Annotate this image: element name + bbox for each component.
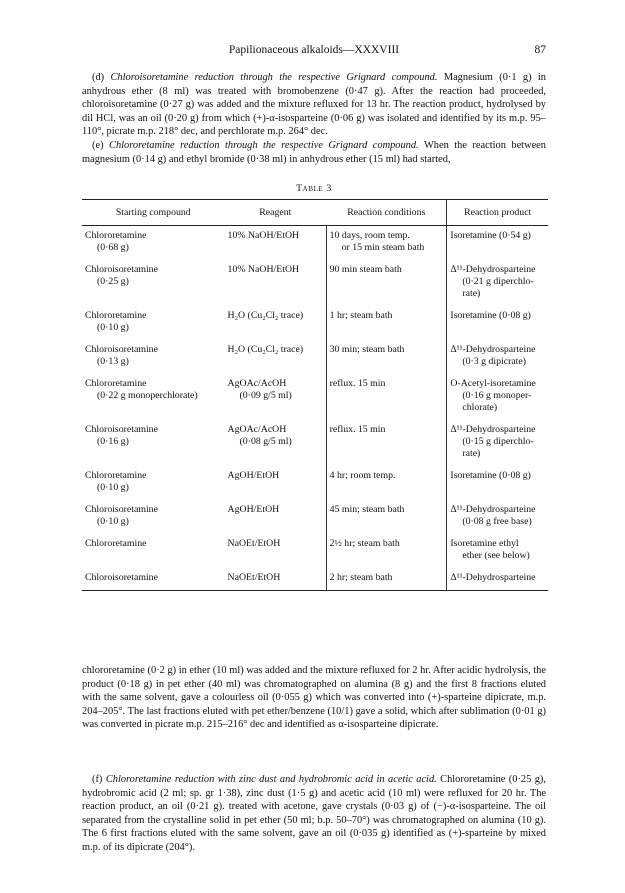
cell-reagent-reagent: NaOEt/EtOH xyxy=(227,538,281,549)
cell-reaction-conditions-conditions: 30 min; steam bath xyxy=(329,344,405,355)
para-text: Chlororetamine (0·25 g), hydrobromic acid (2 ml; sp. gr 1·38), zinc dust (1·5 g) and acetic acid (10 ml) were refluxed for 20 hr. The reaction product, an oil (0·21 g). treated with acetone, gave crystals (0·03 g) of (−)-α-isosparteine. The oil separated from the crystalline solid in pet ether (50 ml; b.p. 50–70°) was chromatographed on alumina (10 g). The 6 first fractions eluted with the same solvent, gave an oil (0·035 g) identified as (+)-sparteine by mixed m.p. of its dipicrate (204°). xyxy=(82,774,546,853)
cell-reaction-product-product: Δ¹¹-Dehydrosparteine xyxy=(450,504,536,515)
cell-reaction-product xyxy=(447,568,548,591)
cell-reaction-product-product-sub: (0·21 g diperchlo-rate) xyxy=(462,276,534,299)
cell-reaction-product-product: Isoretamine (0·08 g) xyxy=(450,470,531,481)
cell-reaction-product-product-sub: (0·08 g free base) xyxy=(462,516,532,527)
cell-reaction-product xyxy=(447,420,548,466)
para-text: When the reaction between magnesium (0·14 g) and ethyl bromide (0·38 ml) in anhydrous ether (15 ml) had started, xyxy=(82,140,546,165)
cell-reagent xyxy=(225,500,327,534)
cell-reagent-reagent-sub: (0·08 g/5 ml) xyxy=(239,436,292,447)
para-heading: Chloroisoretamine reduction through the respective Grignard compound. xyxy=(110,72,438,83)
cell-reaction-product xyxy=(447,306,548,340)
cell-starting-compound-amount: (0·10 g) xyxy=(97,482,129,493)
cell-starting-compound xyxy=(82,226,225,261)
cell-reaction-product-product: Δ¹¹-Dehydrosparteine xyxy=(450,264,536,275)
cell-starting-compound-amount: (0·68 g) xyxy=(97,242,129,253)
cell-starting-compound-compound: Chloroisoretamine xyxy=(85,424,158,435)
cell-reaction-conditions-conditions: 10 days, room temp. xyxy=(329,230,410,241)
para-label: (e) xyxy=(92,140,104,151)
cell-reaction-product xyxy=(447,260,548,306)
cell-reagent-reagent: AgOAc/AcOH xyxy=(227,378,287,389)
cell-reagent xyxy=(225,260,327,306)
cell-reaction-product-product: Δ¹¹-Dehydrosparteine xyxy=(450,572,536,583)
table-header-row xyxy=(82,200,548,226)
cell-reaction-product xyxy=(447,374,548,420)
table-row xyxy=(82,534,548,568)
table-row xyxy=(82,500,548,534)
table-row xyxy=(82,226,548,261)
cell-reaction-conditions-conditions: reflux. 15 min xyxy=(329,424,386,435)
cell-starting-compound-amount: (0·13 g) xyxy=(97,356,129,367)
table-row xyxy=(82,260,548,306)
cell-starting-compound xyxy=(82,374,225,420)
cell-reaction-conditions xyxy=(326,420,447,466)
cell-starting-compound-amount: (0·10 g) xyxy=(97,322,129,333)
cell-reagent xyxy=(225,568,327,591)
table-row xyxy=(82,306,548,340)
cell-reagent-reagent-sub: (0·09 g/5 ml) xyxy=(239,390,292,401)
running-header xyxy=(82,44,546,60)
cell-reagent-reagent: AgOH/EtOH xyxy=(227,504,280,515)
cell-reaction-product xyxy=(447,534,548,568)
cell-starting-compound-compound: Chloroisoretamine xyxy=(85,264,158,275)
cell-reagent xyxy=(225,534,327,568)
cell-starting-compound-amount: (0·16 g) xyxy=(97,436,129,447)
table-row xyxy=(82,466,548,500)
cell-starting-compound xyxy=(82,500,225,534)
cell-reaction-conditions-conditions2: or 15 min steam bath xyxy=(341,242,425,253)
cell-reaction-product-product-sub: (0·16 g monoper-chlorate) xyxy=(462,390,532,413)
table-row xyxy=(82,568,548,591)
para-heading: Chlororetamine reduction through the respective Grignard compound. xyxy=(109,140,419,151)
cell-reagent-reagent: AgOAc/AcOH xyxy=(227,424,287,435)
cell-reaction-conditions xyxy=(326,374,447,420)
cell-starting-compound-compound: Chlororetamine xyxy=(85,230,147,241)
cell-starting-compound xyxy=(82,306,225,340)
cell-reaction-conditions xyxy=(326,260,447,306)
cell-reagent-reagent: H₂O (Cu₂Cl₂ trace) xyxy=(227,310,304,321)
cell-reaction-product-product: Isoretamine (0·54 g) xyxy=(450,230,531,241)
cell-starting-compound xyxy=(82,466,225,500)
cell-reaction-conditions-conditions: 2 hr; steam bath xyxy=(329,572,393,583)
cell-starting-compound xyxy=(82,568,225,591)
para-label: (d) xyxy=(92,72,105,83)
col-header-reagent: Reagent xyxy=(225,200,327,226)
cell-reaction-product xyxy=(447,500,548,534)
col-header-reaction-product: Reaction product xyxy=(447,200,548,226)
cell-reagent xyxy=(225,374,327,420)
table-row xyxy=(82,374,548,420)
cell-starting-compound-amount: (0·10 g) xyxy=(97,516,129,527)
cell-reaction-product-product: O-Acetyl-isoretamine xyxy=(450,378,536,389)
cell-starting-compound-amount: (0·25 g) xyxy=(97,276,129,287)
paragraph-continued xyxy=(82,664,546,732)
cell-reaction-conditions xyxy=(326,534,447,568)
cell-reaction-conditions xyxy=(326,500,447,534)
paragraph-f xyxy=(82,773,546,855)
cell-reaction-conditions-conditions: 4 hr; room temp. xyxy=(329,470,396,481)
cell-reagent-reagent: AgOH/EtOH xyxy=(227,470,280,481)
reaction-table xyxy=(82,199,548,591)
cell-reaction-product-product: Isoretamine (0·08 g) xyxy=(450,310,531,321)
cell-reagent-reagent: NaOEt/EtOH xyxy=(227,572,281,583)
cell-reaction-conditions-conditions: 45 min; steam bath xyxy=(329,504,405,515)
cell-reaction-product xyxy=(447,226,548,261)
cell-starting-compound xyxy=(82,260,225,306)
cell-starting-compound xyxy=(82,420,225,466)
cell-reaction-conditions xyxy=(326,568,447,591)
cell-starting-compound xyxy=(82,534,225,568)
cell-reaction-conditions-conditions: 90 min steam bath xyxy=(329,264,402,275)
paragraph-d xyxy=(82,71,546,139)
cell-starting-compound-compound: Chlororetamine xyxy=(85,378,147,389)
cell-reaction-product xyxy=(447,340,548,374)
cell-reaction-conditions xyxy=(326,466,447,500)
cell-reaction-conditions-conditions: reflux. 15 min xyxy=(329,378,386,389)
cell-reaction-conditions-conditions: 1 hr; steam bath xyxy=(329,310,393,321)
cell-reagent xyxy=(225,466,327,500)
cell-starting-compound-compound: Chloroisoretamine xyxy=(85,344,158,355)
col-header-starting-compound: Starting compound xyxy=(82,200,225,226)
cell-starting-compound-compound: Chlororetamine xyxy=(85,470,147,481)
page-number: 87 xyxy=(534,44,546,56)
cell-reagent xyxy=(225,420,327,466)
paragraph-e xyxy=(82,139,546,166)
cell-starting-compound-compound: Chlororetamine xyxy=(85,310,147,321)
cell-reagent-reagent: H₂O (Cu₂Cl₂ trace) xyxy=(227,344,304,355)
cell-reaction-conditions xyxy=(326,226,447,261)
cell-starting-compound-amount: (0·22 g monoperchlorate) xyxy=(97,390,198,401)
cell-reaction-product xyxy=(447,466,548,500)
cell-reaction-product-product: Isoretamine ethyl xyxy=(450,538,519,549)
cell-reaction-conditions xyxy=(326,306,447,340)
cell-reaction-conditions xyxy=(326,340,447,374)
cell-reaction-product-product-sub: ether (see below) xyxy=(462,550,530,561)
cell-reagent-reagent: 10% NaOH/EtOH xyxy=(227,264,300,275)
running-title: Papilionaceous alkaloids—XXXVIII xyxy=(228,44,400,56)
cell-reagent xyxy=(225,226,327,261)
table-caption: Table 3 xyxy=(296,183,332,194)
table-row xyxy=(82,420,548,466)
cell-starting-compound xyxy=(82,340,225,374)
cell-reaction-product-product-sub: (0·3 g dipicrate) xyxy=(462,356,527,367)
cell-reaction-conditions-conditions: 2½ hr; steam bath xyxy=(329,538,400,549)
para-text: chlororetamine (0·2 g) in ether (10 ml) was added and the mixture refluxed for 2 hr. After acidic hydrolysis, the product (0·18 g) in pet ether (40 ml) was chromatographed on alumina (8 g) and the first 8 fractions eluted with the same solvent, gave a colourless oil (0·055 g) which was converted into (+)-sparteine dipicrate, m.p. 204–205°. The last fractions eluted with pet ether/benzene (10/1) gave a solid, which after sublimation (0·01 g) was converted in picrate m.p. 215–216° dec and identified as α-isosparteine dipicrate. xyxy=(82,665,546,731)
cell-reagent xyxy=(225,340,327,374)
para-label: (f) xyxy=(92,774,103,785)
cell-starting-compound-compound: Chloroisoretamine xyxy=(85,572,158,583)
para-heading: Chlororetamine reduction with zinc dust and hydrobromic acid in acetic acid. xyxy=(105,774,437,785)
cell-starting-compound-compound: Chloroisoretamine xyxy=(85,504,158,515)
col-header-reaction-conditions: Reaction conditions xyxy=(326,200,447,226)
cell-reagent xyxy=(225,306,327,340)
cell-reaction-product-product: Δ¹¹-Dehydrosparteine xyxy=(450,344,536,355)
cell-reagent-reagent: 10% NaOH/EtOH xyxy=(227,230,300,241)
cell-reaction-product-product-sub: (0·15 g diperchlo-rate) xyxy=(462,436,534,459)
cell-starting-compound-compound: Chlororetamine xyxy=(85,538,147,549)
cell-reaction-product-product: Δ¹¹-Dehydrosparteine xyxy=(450,424,536,435)
table-row xyxy=(82,340,548,374)
para-text: Magnesium (0·1 g) in anhydrous ether (8 ml) was treated with bromobenzene (0·47 g). After the reaction had proceeded, chloroisoretamine (0·27 g) was added and the mixture refluxed for 13 hr. The reaction product, hydrolysed by dil HCl, was an oil (0·20 g) from which (+)-α-isosparteine (0·06 g) was isolated and identified by its m.p. 95–110°, picrate m.p. 218° dec, and perchlorate m.p. 264° dec. xyxy=(82,72,546,138)
